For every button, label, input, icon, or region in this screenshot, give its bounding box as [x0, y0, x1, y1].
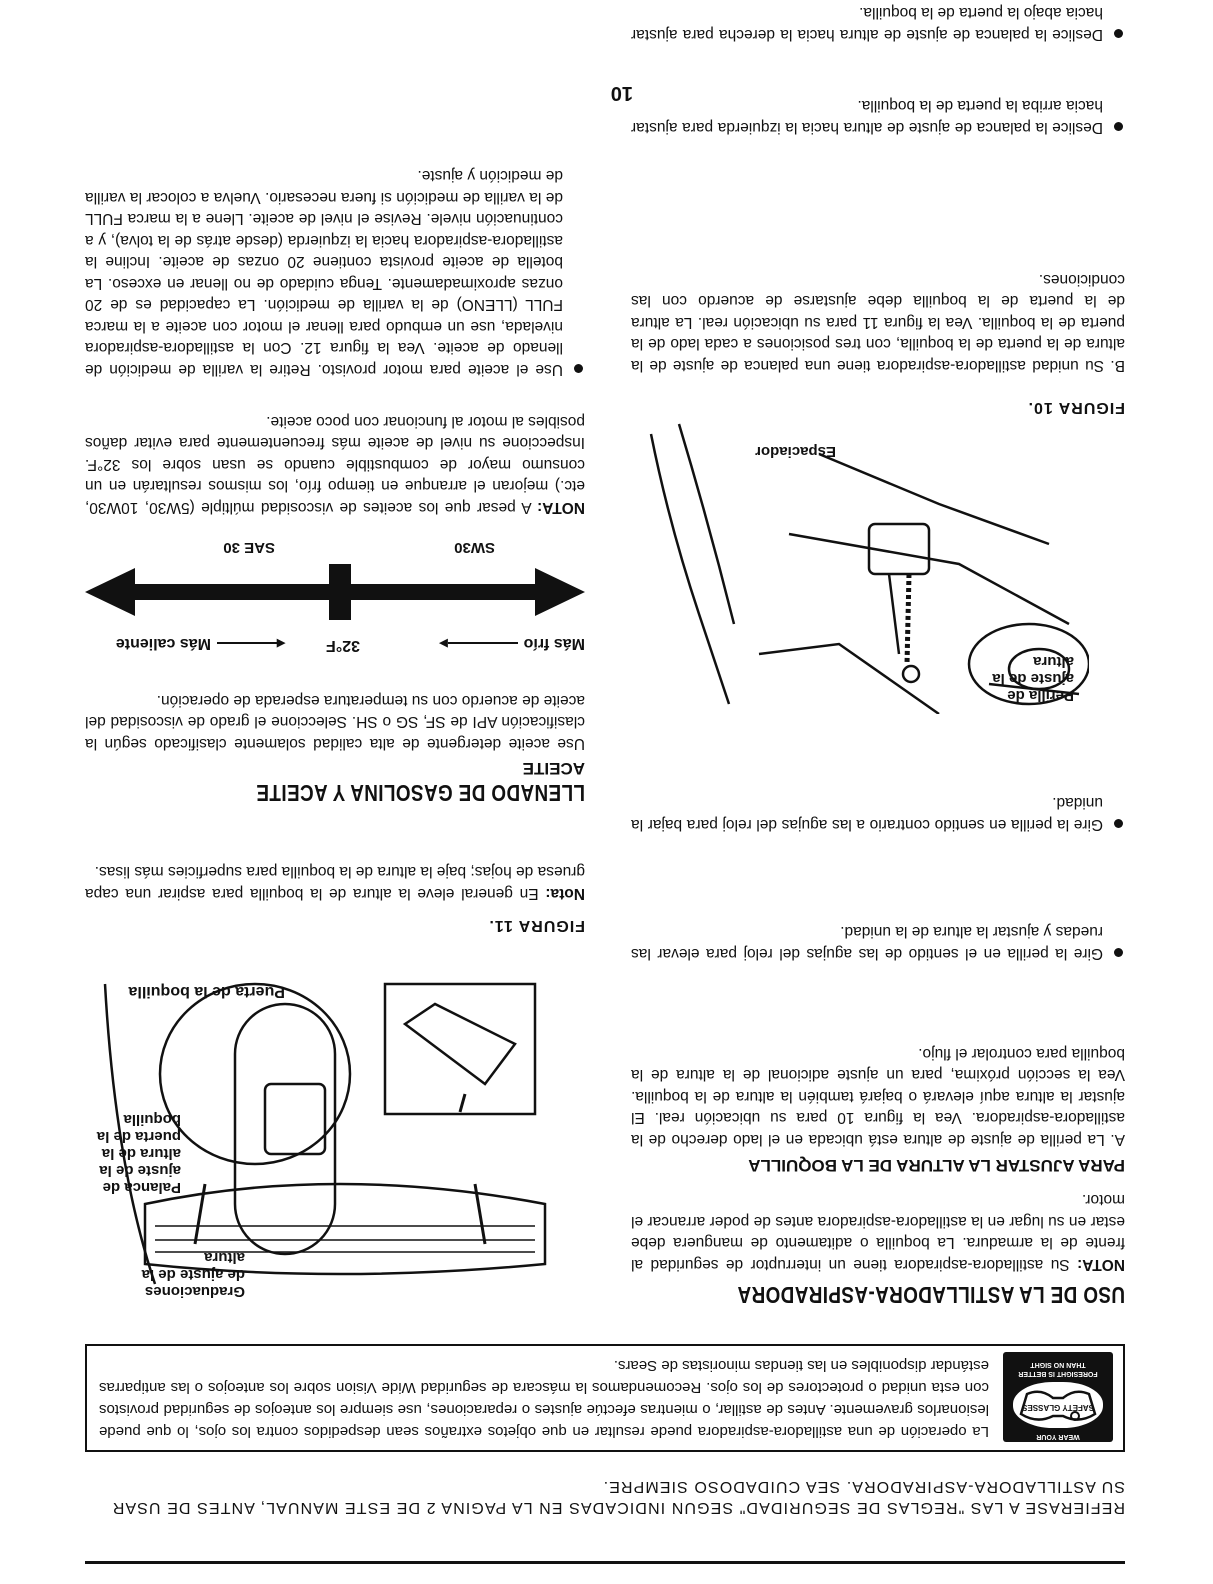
nozzle-height-subheading: PARA AJUSTAR LA ALTURA DE LA BOQUILLA: [748, 1156, 1125, 1175]
para-b: B. Su unidad astilladora-aspiradora tiene una palanca de ajuste de la altura de la puerta de la boquilla, con tres posiciones a cada lado de la puerta de la boquilla. Vea la figura 11 para su ubicación real. La altura de la puerta de la boquilla debe ajustarse de acuerdo con las condiciones.: [631, 271, 1125, 374]
oil-subheading: ACEITE: [522, 759, 585, 778]
temp-mid-label: 32°F: [326, 637, 360, 654]
viscosity-nota: [85, 411, 585, 519]
figure-10: [639, 414, 1089, 714]
left-nota-label: NOTA:: [1077, 1256, 1125, 1273]
viscosity-nota-text: A pesar que los aceites de viscosidad múltiple (5W30, 10W30, etc.) mejoran el arranque en tiempo frío, los mismos resultarán en un consumo mayor de combustible cuando se usan sobre los 32°F. Inspeccione su nivel de aceite más frecuentemente para evitar daños posibles al motor al funcionar con poco aceite.: [85, 413, 585, 516]
temp-cold-label: Más frío▸: [439, 635, 585, 652]
temperature-chart: [85, 534, 585, 654]
bullet-slide-right: Deslice la palanca de ajuste de altura hacia la derecha para ajustar hacia abajo la puerta de la boquilla.: [631, 2, 1125, 45]
fig11-graduations-label: Graduaciones de ajuste de la altura: [141, 1249, 245, 1300]
fig11-door-label: Puerta de la boquilla: [128, 983, 285, 1000]
para-a: A. La perilla de ajuste de altura está ubicada en el lado derecho de la astilladora-aspiradora. Vea la figura 10 para su ubicación real. El ajustar la altura aquí elevará o bajará también la altura de la boquilla. Vea la sección próxima, para un ajuste adicional de la altura de la boquilla para controlar el flujo.: [631, 1045, 1125, 1148]
bullet-counterclockwise: Gire la perilla en sentido contrario a las agujas del reloj para bajar la unidad.: [631, 792, 1125, 835]
fig11-lever-label: Palanca de ajuste de la altura de la puerta de la boquilla: [96, 1111, 181, 1196]
oil-para: Use aceite detergente de alta calidad solamente clasificado según la clasificación API de SF, SG o SH. Seleccione el grado de viscosidad del aceite de acuerdo con su temperatura esperada de operación.: [85, 692, 585, 752]
grade-sae30: SAE 30: [223, 539, 275, 556]
safety-box-text: La operación de una astilladora-aspiradora puede resultar en que objetos extraños sean despedidos contra los ojos, lo que puede lesionarlos gravemente. Antes de astillar, o mientras efectúe ajustes o reparaciones, use siempre los anteojos de seguridad provistos con esta unidad o protectores de los ojos. Recomendamos la máscara de seguridad Wide Vision sobre los anteojos o las antiparras estándar disponibles en las tiendas minoristas de Sears.: [99, 1357, 989, 1440]
badge-top-text: WEAR YOUR: [1036, 1433, 1080, 1440]
viscosity-nota-label: NOTA:: [537, 499, 585, 516]
left-heading: USO DE LA ASTILLADORA-ASPIRADORA: [737, 1282, 1125, 1308]
grade-sw30: SW30: [454, 539, 495, 556]
nozzle-nota: [85, 861, 585, 904]
figure-11: [85, 964, 585, 1314]
temp-hot-label: ◂Más caliente: [115, 635, 285, 652]
page-number: 10: [610, 82, 633, 104]
fig10-spacer-label: Espaciador: [755, 443, 836, 460]
fig10-knob-label: Perilla de ajuste de la altura: [992, 653, 1074, 704]
safety-reference: REFIERASE A LAS "REGLAS DE SEGURIDAD" SEGUN INDICADAS EN LA PAGINA 2 DE ESTE MANUAL, ANTES DE USAR SU ASTILLADORA-ASPIRADORA. SEA CUIDADOSO SIEMPRE.: [111, 1478, 1125, 1516]
badge-bottom-text: FORESIGHT IS BETTER THAN NO SIGHT: [1018, 1361, 1098, 1377]
fuel-oil-heading: LLENADO DE GASOLINA Y ACEITE: [256, 780, 585, 806]
left-nota-text: Su astilladora-aspiradora tiene un interruptor de seguridad al frente de la armadura. La boquilla o aditamento de manguera debe estar en su lugar en la astilladora-aspiradora antes de poder arrancar el motor.: [631, 1191, 1125, 1273]
nozzle-nota-label: Nota:: [545, 885, 585, 902]
figure-10-caption: FIGURA 10.: [1027, 399, 1125, 416]
figure-11-caption: FIGURA 11.: [488, 917, 585, 934]
bullet-slide-left: Deslice la palanca de ajuste de altura hacia la izquierda para ajustar hacia arriba la puerta de la boquilla.: [631, 95, 1125, 138]
bullet-oil-fill: Use el aceite para motor provisto. Retire la varilla de medición de llenado de aceite. Vea la figura 12. Con la astilladora-aspiradora nivelada, use un embudo para llenar el motor con aceite a la marca FULL (LLENO) de la varilla de medición. La capacidad es de 20 onzas aproximadamente. Tenga cuidado de no llenar en exceso. La botella de aceite provista contiene 20 onzas de aceite. Incline la astilladora-aspiradora hacia la izquierda (desde atrás de la tolva), y a continuación nivele. Revise el nivel de aceite. Llene a la marca FULL de la varilla de medición si fuera necesario. Vuelva a colocar la varilla de medición y ajuste.: [85, 165, 585, 380]
nozzle-nota-text: En general eleve la altura de la boquilla para aspirar una capa gruesa de hojas; baje la altura de la boquilla para superficies más lisas.: [85, 863, 585, 902]
badge-middle-text: SAFETY GLASSES: [1022, 1403, 1094, 1412]
viscosity-arrow: [85, 556, 585, 628]
bullet-clockwise: Gire la perilla en el sentido de las agujas del reloj para elevar las ruedas y ajustar la altura de la unidad.: [631, 921, 1125, 964]
left-nota: [631, 1189, 1125, 1275]
